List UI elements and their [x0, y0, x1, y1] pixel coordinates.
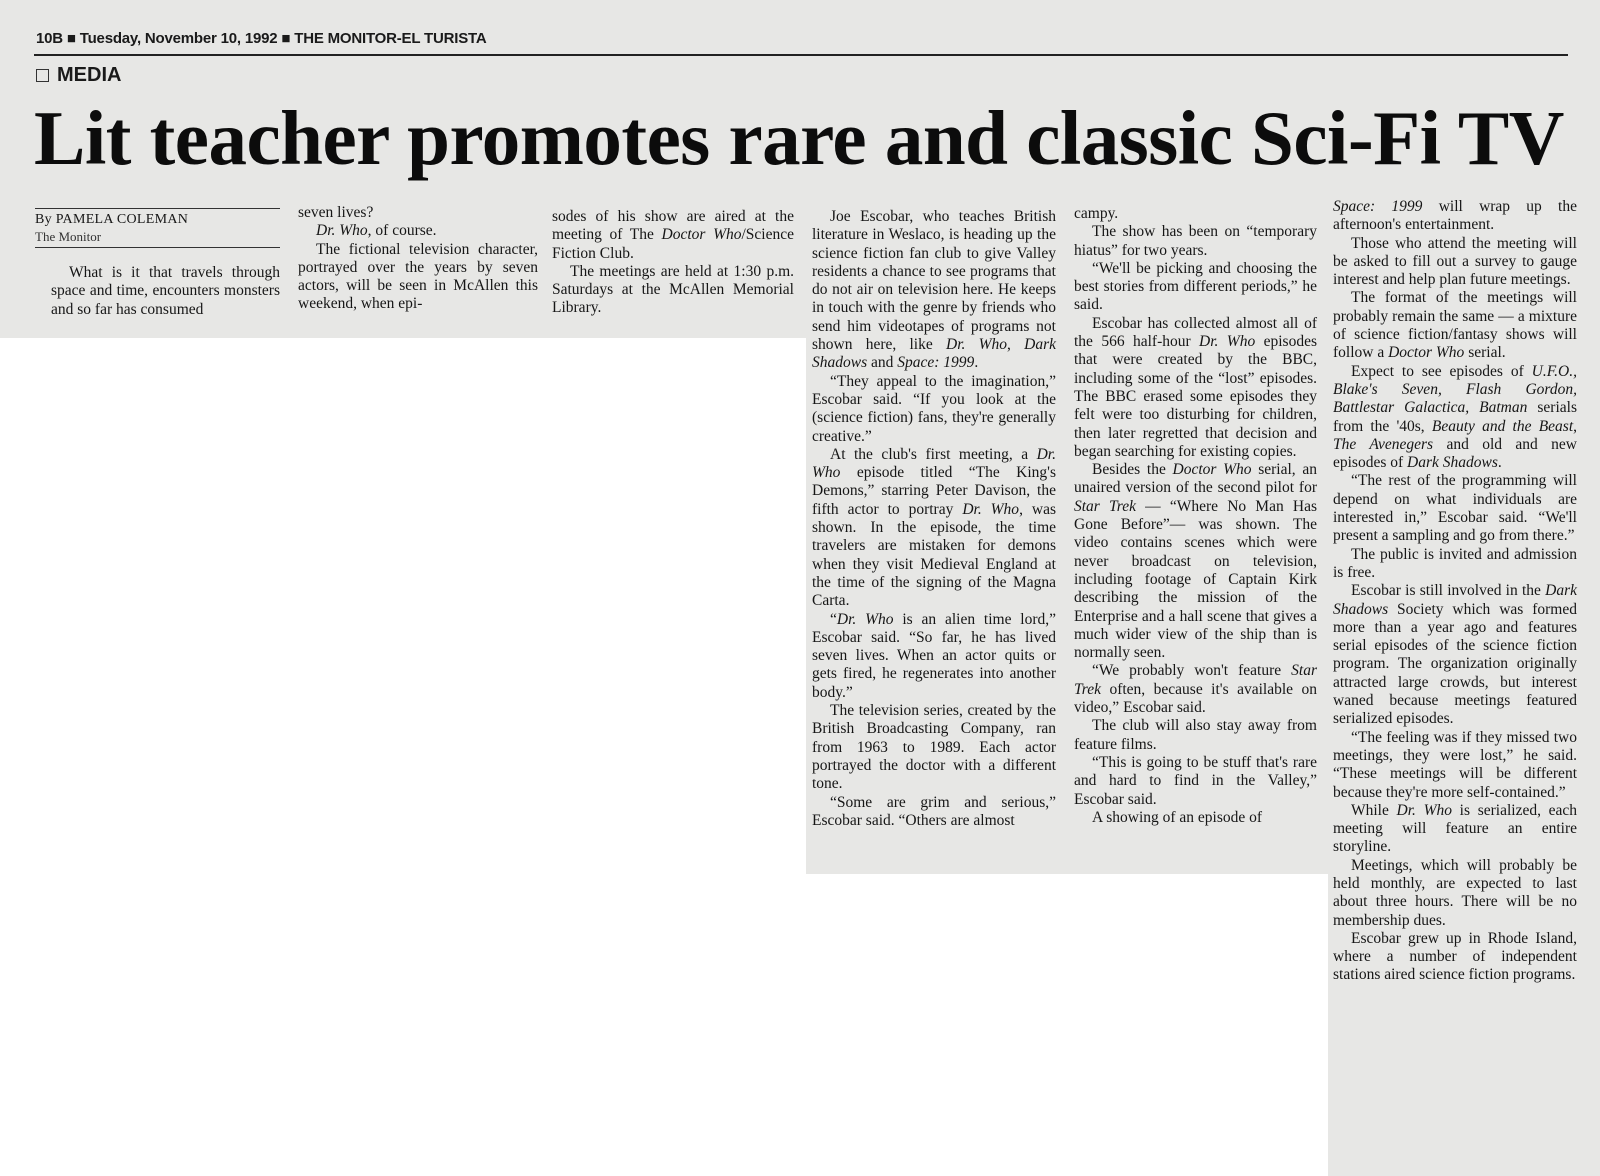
byline-publication: The Monitor [35, 229, 102, 244]
paragraph: Meetings, which will probably be held monthly, are expected to last about three hours. There will be no membership dues. [1333, 856, 1577, 929]
folio-paper-name: THE MONITOR-EL TURISTA [294, 30, 487, 47]
paragraph: “The rest of the programming will depend on what individuals are interested in,” Escobar said. “We'll present a sampling and go from there.” [1333, 472, 1577, 545]
paragraph: Escobar grew up in Rhode Island, where a number of independent stations aired science fiction programs. [1333, 929, 1577, 984]
article-column-3 [552, 208, 794, 318]
paragraph: Joe Escobar, who teaches British literature in Weslaco, is heading up the science fiction fan club to give Valley residents a chance to see programs that do not air on television here. He keeps in touch with the genre by friends who send him videotapes of programs not shown here, like Dr. Who, Dark Shadows and Space: 1999. [812, 208, 1057, 372]
paragraph: campy. [1074, 205, 1119, 222]
paragraph: “The feeling was if they missed two meetings, they were lost,” he said. “These meetings will be different because they're more self-contained.” [1333, 728, 1577, 801]
article-column-2 [298, 204, 538, 314]
paragraph: The television series, created by the British Broadcasting Company, ran from 1963 to 1989. Each actor portrayed the doctor with a different tone. [812, 702, 1056, 793]
paragraph: Those who attend the meeting will be asked to fill out a survey to gauge interest and help plan future meetings. [1333, 234, 1577, 289]
paragraph: At the club's first meeting, a Dr. Who episode titled “The King's Demons,” starring Peter Davison, the fifth actor to portray Dr. Who, was shown. In the episode, the time travelers are mistaken for demons when they visit Medieval England at the time of the signing of the Magna Carta. [812, 445, 1056, 610]
paragraph: The club will also stay away from feature films. [1074, 717, 1317, 753]
section-label [36, 64, 121, 87]
byline-rule-bottom [35, 247, 280, 248]
paragraph: “This is going to be stuff that's rare and hard to find in the Valley,” Escobar said. [1074, 753, 1317, 808]
paragraph: The meetings are held at 1:30 p.m. Saturdays at the McAllen Memorial Library. [552, 262, 794, 317]
checkbox-square-icon [36, 69, 49, 82]
paragraph: Escobar is still involved in the Dark Shadows Society which was formed more than a year ago and features serial episodes of the science fiction program. The organization originally attracted large crowds, but interest waned because meetings featured serialized episodes. [1333, 582, 1577, 728]
paragraph: Escobar has collected almost all of the 566 half-hour Dr. Who episodes that were created by the BBC, including some of the “lost” episodes. The BBC erased some episodes they felt were too disturbing for children, then later regretted that decision and began searching for existing copies. [1074, 314, 1317, 460]
paragraph: seven lives? [298, 204, 374, 221]
paragraph: “They appeal to the imagination,” Escobar said. “If you look at the (science fiction) fans, they're generally creative.” [812, 372, 1056, 445]
paragraph: Space: 1999 will wrap up the afternoon's entertainment. [1333, 198, 1577, 234]
byline [35, 206, 280, 250]
article-headline: Lit teacher promotes rare and classic Sci-Fi TV [34, 95, 1564, 181]
folio-separator-2: ■ [281, 30, 291, 47]
article-column-6 [1333, 198, 1577, 985]
article-column-4 [812, 208, 1056, 830]
page-folio [36, 30, 487, 47]
paragraph: What is it that travels through space and time, encounters monsters and so far has consumed [51, 264, 280, 318]
byline-rule-top [35, 208, 280, 209]
paragraph: Besides the Doctor Who serial, an unaired version of the second pilot for Star Trek — “Where No Man Has Gone Before”— was shown. The video contains scenes which were never broadcast on television, including footage of Captain Kirk describing the mission of the Enterprise and a hall scene that gives a much wider view of the ship than is normally seen. [1074, 461, 1317, 662]
paragraph: The show has been on “temporary hiatus” for two years. [1074, 223, 1317, 259]
paragraph: “Some are grim and serious,” Escobar said. “Others are almost [812, 793, 1056, 829]
paragraph: The fictional television character, portrayed over the years by seven actors, will be seen in McAllen this weekend, when epi- [298, 240, 538, 313]
paragraph: The public is invited and admission is free. [1333, 545, 1577, 581]
paragraph: “We probably won't feature Star Trek often, because it's available on video,” Escobar said. [1074, 662, 1317, 717]
paragraph: “Dr. Who is an alien time lord,” Escobar said. “So far, he has lived seven lives. When an actor quits or gets fired, he regenerates into another body.” [812, 610, 1056, 701]
article-column-5 [1074, 205, 1317, 827]
article-column-1 [51, 264, 280, 319]
paragraph: “We'll be picking and choosing the best stories from different periods,” he said. [1074, 259, 1317, 314]
folio-rule [34, 54, 1568, 56]
paragraph: Dr. Who, of course. [316, 222, 437, 240]
folio-page: 10B [36, 30, 63, 47]
paragraph: A showing of an episode of [1092, 808, 1263, 826]
paragraph: Expect to see episodes of U.F.O., Blake's Seven, Flash Gordon, Battlestar Galactica, Batman serials from the '40s, Beauty and the Beast, The Avenegers and old and new episodes of Dark Shadows. [1333, 362, 1578, 472]
folio-separator-1: ■ [66, 30, 76, 47]
paragraph: sodes of his show are aired at the meeting of The Doctor Who/Science Fiction Club. [552, 208, 794, 262]
section-label-text: MEDIA [57, 64, 122, 86]
paragraph: The format of the meetings will probably remain the same — a mixture of science fiction/fantasy shows will follow a Doctor Who serial. [1333, 289, 1577, 362]
folio-date: Tuesday, November 10, 1992 [79, 30, 278, 47]
byline-author: By PAMELA COLEMAN [35, 212, 189, 227]
paragraph: While Dr. Who is serialized, each meeting will feature an entire storyline. [1333, 801, 1578, 856]
